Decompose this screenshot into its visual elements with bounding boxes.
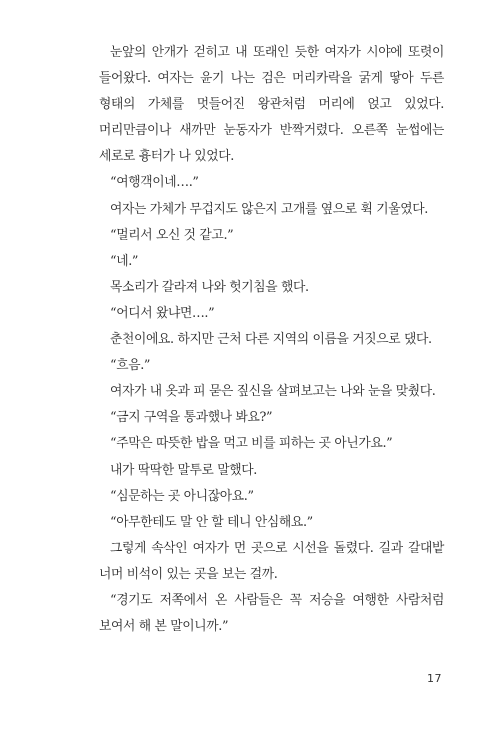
paragraph: “멀리서 오신 것 같고.” — [110, 227, 234, 243]
paragraph: 내가 딱딱한 말투로 말했다. — [110, 462, 258, 478]
paragraph: 눈앞의 안개가 걷히고 내 또래인 듯한 여자가 시야에 또렷이 들어왔다. 여자는 윤기 나는 검은 머리카락을 굵게 땋아 두른 형태의 가체를 멋들어진 왕관처럼 머리에 얹고 있었다. 머리만큼이나 새까만 눈동자가 반짝거렸다. 오른쪽 눈썹에는 세로로 흉터가 나 있었다. — [99, 45, 444, 165]
page-number: 17 — [427, 672, 442, 685]
paragraph: 그렇게 속삭인 여자가 먼 곳으로 시선을 돌렸다. 길과 갈대밭 너머 비석이 있는 곳을 보는 걸까. — [99, 540, 444, 582]
paragraph: “여행객이네….” — [110, 175, 199, 191]
paragraph: “어디서 왔냐면….” — [110, 305, 215, 321]
paragraph: “심문하는 곳 아니잖아요.” — [110, 488, 254, 504]
body-text — [99, 40, 444, 640]
paragraph: “경기도 저쪽에서 온 사람들은 꼭 저승을 여행한 사람처럼 보여서 해 본 말이니까.” — [99, 592, 444, 635]
paragraph: 춘천이에요. 하지만 근처 다른 지역의 이름을 거짓으로 댔다. — [110, 332, 432, 348]
paragraph: “네.” — [110, 253, 139, 269]
paragraph: “주막은 따뜻한 밥을 먹고 비를 피하는 곳 아닌가요.” — [110, 436, 393, 452]
paragraph: 목소리가 갈라져 나와 헛기침을 했다. — [110, 279, 309, 295]
paragraph: “아무한테도 말 안 할 테니 안심해요.” — [110, 514, 313, 530]
paragraph: 여자가 내 옷과 피 묻은 짚신을 살펴보고는 나와 눈을 맞췄다. — [110, 384, 436, 400]
paragraph: “흐음.” — [110, 358, 151, 374]
paragraph: “금지 구역을 통과했나 봐요?” — [110, 410, 273, 426]
paragraph: 여자는 가체가 무겁지도 않은지 고개를 옆으로 휙 기울였다. — [110, 201, 429, 217]
